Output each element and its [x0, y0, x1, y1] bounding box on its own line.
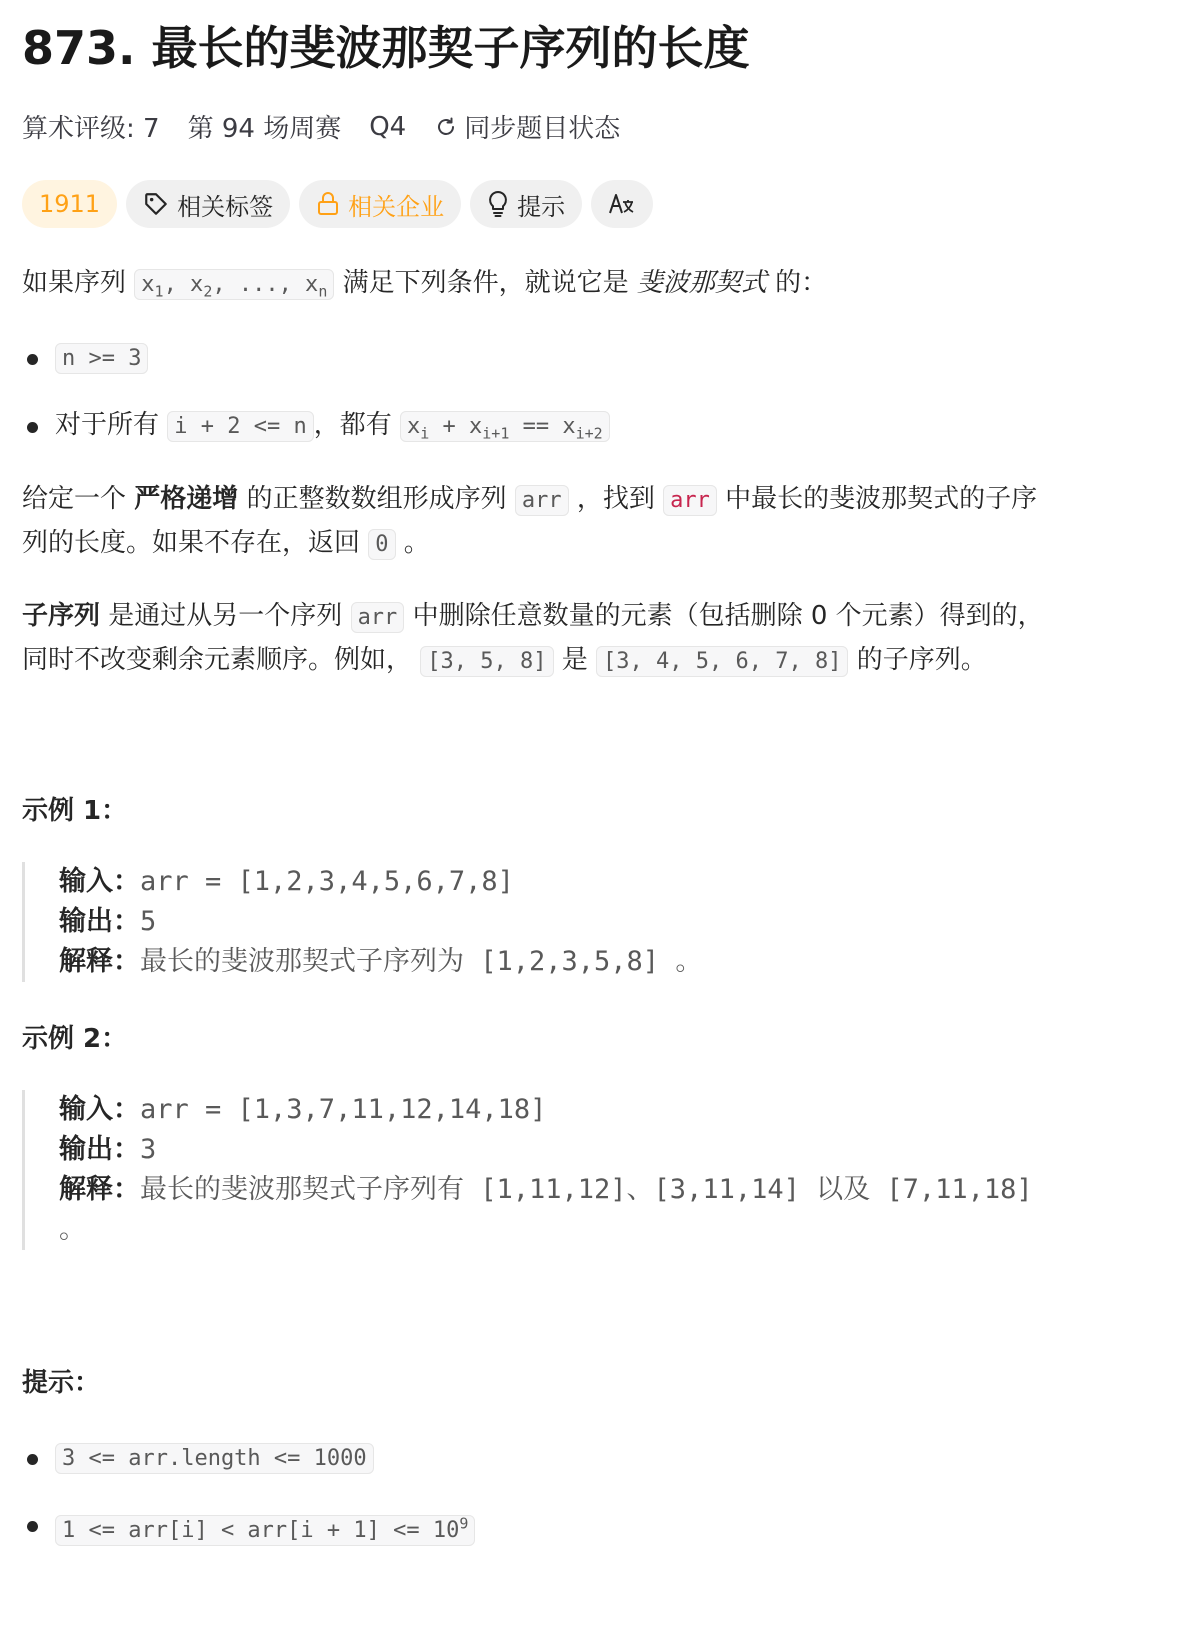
constraints-list — [22, 1436, 475, 1552]
tag-bar — [22, 180, 653, 228]
tag-icon — [143, 191, 169, 217]
intro-paragraph: 如果序列 $x_1$, $x_2$, ..., $x_n$ 满足下列条件，就说它是 斐波那契式 的： — [22, 268, 828, 301]
related-companies-button[interactable] — [299, 180, 461, 228]
contest-link[interactable]: 第 94 场周赛 — [187, 114, 342, 144]
lightbulb-icon — [487, 190, 509, 218]
hint-label: 提示 — [517, 192, 566, 221]
problem-title: 873. 最长的斐波那契子序列的长度 — [22, 21, 750, 75]
refresh-icon — [434, 115, 458, 139]
problem-meta — [22, 108, 620, 145]
example-1-heading: 示例 1： — [22, 796, 128, 826]
question-number: Q4 — [369, 111, 407, 142]
sync-label: 同步题目状态 — [464, 114, 621, 144]
sequence-code: $x_1$, $x_2$, ..., $x_n$ — [134, 269, 334, 300]
condition-item: n >= 3 — [22, 336, 610, 380]
constraint-item: 3 <= arr.length <= 1000 — [22, 1436, 475, 1480]
task-paragraph: 给定一个 严格递增 的正整数数组形成序列 arr ，找到 arr 中最长的斐波那契式的子序 列的长度。如果不存在，返回 0 。 — [22, 484, 1038, 558]
condition-item: 对于所有 i + 2 <= n ，都有 $x_i + x_{i+1} == x_{i+2}$ — [22, 404, 610, 455]
condition-list — [22, 336, 610, 455]
subsequence-paragraph: 子序列 是通过从另一个序列 arr 中删除任意数量的元素（包括删除 0 个元素）得到的， 同时不改变剩余元素顺序。例如， [3, 5, 8] 是 [3, 4, 5, 6, 7, 8] 的子序列。 — [22, 601, 1044, 675]
fibonacci-term: 斐波那契式 — [636, 268, 767, 298]
likes-badge[interactable]: 1911 — [22, 180, 117, 228]
example-1-block: 输入：arr = [1,2,3,4,5,6,7,8] 输出：5 解释：最长的斐波那契式子序列为 [1,2,3,5,8] 。 — [22, 862, 1159, 982]
rating-label: 算术评级: 7 — [22, 114, 160, 144]
example-2-heading: 示例 2： — [22, 1024, 128, 1054]
example-2-block: 输入：arr = [1,3,7,11,12,14,18] 输出：3 解释：最长的斐波那契式子序列有 [1,11,12]、[3,11,14] 以及 [7,11,18] 。 — [22, 1090, 1159, 1250]
sync-status-button[interactable] — [434, 108, 620, 145]
constraints-heading: 提示： — [22, 1368, 101, 1398]
related-tags-label: 相关标签 — [177, 192, 274, 221]
related-tags-button[interactable] — [126, 180, 290, 228]
lock-icon — [316, 191, 340, 217]
hint-button[interactable] — [470, 180, 582, 228]
related-companies-label: 相关企业 — [348, 192, 445, 221]
translate-icon — [608, 191, 636, 217]
constraint-item: $1 <= arr[i] < arr[i + 1] <= 10^9$ — [22, 1503, 475, 1552]
translate-button[interactable] — [591, 180, 653, 228]
